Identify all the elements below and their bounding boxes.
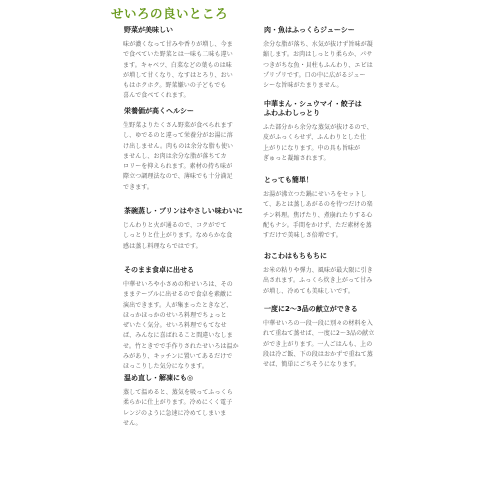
body-line: ロリーを抑えられます。素材の持ち味が — [123, 163, 233, 171]
body-line: が増し、冷めても美味しいです。 — [263, 287, 355, 295]
section-body — [263, 319, 395, 370]
body-line: ます。キャベツ、白菜などの葉ものは味 — [123, 61, 232, 69]
body-line: 上がりになります。中の具も旨味が — [263, 144, 361, 152]
body-line: しっとりと仕上がります。なめらかな食 — [123, 232, 233, 240]
section-multi-dish — [263, 305, 395, 370]
body-line: せ。竹ときでで手作りされたせいろは温か — [123, 342, 239, 350]
body-line: 味が濃くなって甘みや香りが増し、今ま — [123, 41, 233, 48]
body-line: せん。 — [123, 419, 142, 427]
body-line: お湯が沸立つた鍋にせいろをセットし — [263, 191, 367, 198]
body-line: で食べていた野菜とは一味も二味も違い — [123, 51, 233, 59]
section-vegetables — [123, 26, 255, 102]
body-line: ぎゅっと凝縮されます。 — [263, 154, 330, 162]
section-reheat — [123, 374, 255, 429]
section-pudding — [123, 207, 255, 252]
body-line: 際立つ調理法なので、薄味でも十分満足 — [123, 173, 233, 181]
body-line: ができ上がります。一人ごはんも、上の — [263, 340, 373, 348]
body-line: チン料理。焦げたり、煮崩れたりする心 — [263, 211, 373, 219]
section-heading: 肉・魚はふっくらジューシー — [264, 26, 355, 34]
section-heading: 茶碗蒸し・プリンはやさしい味わいに — [124, 207, 243, 215]
body-line: が増して甘くなり、なすはとろり、おい — [123, 71, 233, 79]
section-easy — [263, 176, 395, 241]
body-line: し、ゆでるのと違って栄養分がお湯に溶 — [123, 132, 233, 140]
body-line: 感は蒸し料理ならではです。 — [123, 242, 202, 250]
section-heading: 中華まん・シュウマイ・餃子は ふわふわしっとり — [264, 100, 362, 117]
section-heading: 栄養価が高くヘルシー — [124, 107, 194, 115]
body-line: お米の粘りや弾力、風味が最大限に引き — [263, 267, 373, 274]
section-heading: 温め直し・解凍にも◎ — [124, 374, 194, 382]
body-line: 皮がふっくらせず、ふんわりとした仕 — [263, 134, 367, 142]
section-body — [123, 221, 255, 252]
body-line: ほっかほっかのせいろ料理でちょっと — [123, 311, 227, 319]
section-dumplings — [263, 100, 395, 164]
body-line: すだけで美味しさ倍増です。 — [263, 232, 342, 240]
section-body — [263, 123, 395, 164]
body-line: ませんし、お肉は余分な脂が落ちてカ — [123, 152, 227, 160]
section-body — [263, 190, 395, 241]
body-line: 喜んで食べてくれます。 — [123, 92, 190, 100]
section-body — [123, 121, 255, 193]
body-line: 余分な脂が落ち、水気が抜けず旨味が凝 — [263, 41, 373, 48]
body-line: 配もナシ。手間をかけず、ただ素材を蒸 — [263, 221, 372, 229]
body-line: できます。 — [123, 183, 154, 191]
body-line: 中華せいろの一段一段に別々の材料を入 — [263, 320, 373, 327]
body-line: プリプリです。口の中に広がるジュー — [263, 71, 366, 79]
section-body — [123, 280, 255, 373]
body-line: 蒸して温めると、蒸気を吸ってふっくら — [123, 389, 233, 396]
body-line: ほっこりした気分になります。 — [123, 363, 208, 371]
body-line: ぜいたく気分。せいろ料理でもてなせ — [123, 322, 227, 330]
section-body — [263, 40, 395, 91]
body-line: て、あとは蒸しあがるのを待つだけの楽 — [263, 201, 373, 209]
section-heading: そのまま食卓に出せる — [124, 266, 194, 274]
section-meat-fish — [263, 26, 395, 91]
body-line: 生野菜よりたくさん野菜が食べられます — [123, 122, 233, 129]
section-heading: とっても簡単！ — [264, 176, 313, 184]
section-body — [123, 40, 255, 102]
section-body — [123, 388, 255, 429]
body-line: みがあり、キッチンに置いてあるだけで — [123, 353, 233, 361]
page-title: せいろの良いところ — [111, 6, 229, 21]
section-heading: 一度に2〜3品の献立ができる — [264, 305, 358, 313]
section-table — [123, 266, 255, 373]
body-line: じんわりと火が通るので、コクがでて — [123, 222, 227, 229]
body-line: 出されます。ふっくら炊き上がって甘み — [263, 277, 373, 285]
body-line: れて重ねて蒸せば、一度に2〜3品の献立 — [263, 330, 375, 338]
body-line: ままテーブルに出せるので食卓を素敵に — [123, 291, 233, 299]
section-okowa — [263, 252, 395, 297]
body-line: 縮します。お肉はしっとり柔らか、パサ — [263, 51, 373, 59]
body-line: 柔らかに仕上がります。冷めにくく電子 — [123, 399, 233, 407]
body-line: け出しません。肉ものは余分な脂も使い — [123, 142, 234, 150]
body-line: シーな旨味がたまりません。 — [263, 82, 343, 90]
section-heading: 野菜が美味しい — [124, 26, 173, 34]
body-line: レンジのように急速に冷めてしまいま — [123, 409, 227, 417]
body-line: 演出できます。人が集まったときなど、 — [123, 301, 233, 309]
body-line: つきがちな魚・貝柱もふんわり、エビは — [263, 61, 373, 69]
body-line: 中華せいろや小さめの和せいろは、その — [123, 281, 233, 288]
section-heading: おこわはもちもちに — [264, 252, 327, 260]
body-line: ふた部分から余分な蒸気が抜けるので、 — [263, 124, 373, 131]
section-body — [263, 266, 395, 297]
section-healthy — [123, 107, 255, 193]
body-line: ば、みんなに喜ばれること間違いなしま — [123, 332, 233, 340]
body-line: せば、簡単にごちそうになります。 — [263, 361, 361, 369]
body-line: 段は冷ご飯、下の段はおかずで重ねて蒸 — [263, 350, 373, 358]
body-line: もはホクホク。野菜嫌いの子どもでも — [123, 82, 227, 90]
